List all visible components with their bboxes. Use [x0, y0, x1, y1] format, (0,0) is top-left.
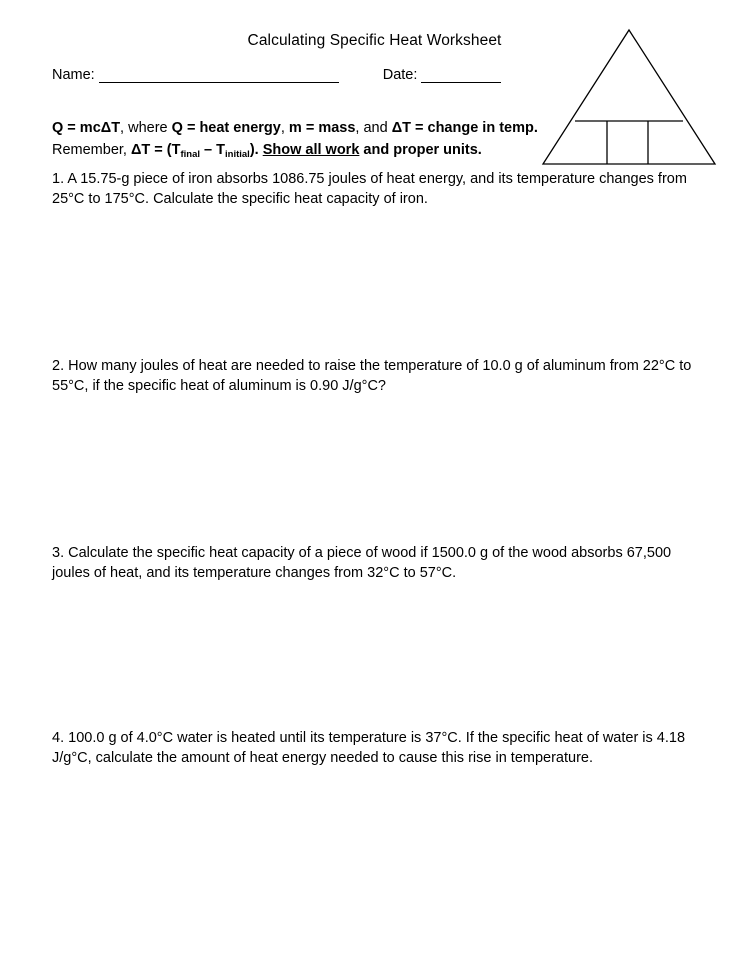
- question-1: [52, 170, 700, 209]
- triangle-svg: [540, 26, 718, 168]
- formula-triangle-diagram: [540, 26, 718, 168]
- formula-m-def: m = mass: [288, 120, 356, 136]
- formula-where: , where: [120, 120, 172, 136]
- formula-proper-units: and proper units.: [359, 141, 482, 158]
- name-label: Name:: [52, 67, 95, 83]
- delta-symbol-2: Δ: [391, 120, 403, 136]
- question-1-text: A 15.75-g piece of iron absorbs 1086.75 joules of heat energy, and its temperature changes from 25°C to 175°C. Calculate the specific heat capacity of iron.: [52, 171, 687, 207]
- question-4-text: 100.0 g of 4.0°C water is heated until its temperature is 37°C. If the specific heat of water is 4.18 J/g°C, calculate the amount of heat energy needed to cause this rise in temperature.: [52, 730, 686, 766]
- question-2-number: 2.: [52, 358, 65, 374]
- formula-sep-2: , and: [355, 120, 392, 136]
- delta-symbol-3: Δ: [130, 141, 142, 158]
- name-input-blank[interactable]: [99, 68, 339, 83]
- formula-q-mc: Q = mc: [52, 120, 101, 136]
- question-4: [52, 729, 700, 768]
- formula-line-2: [52, 140, 542, 162]
- formula-block: [52, 118, 542, 162]
- formula-dt-open: T = (T: [141, 141, 181, 158]
- formula-minus: – T: [200, 141, 225, 158]
- date-label: Date:: [382, 67, 418, 83]
- formula-line-1: [52, 118, 542, 140]
- name-date-row: [52, 67, 552, 83]
- question-3: [52, 544, 700, 583]
- formula-sub-initial: initial: [225, 148, 250, 160]
- formula-sep-1: ,: [280, 120, 289, 136]
- question-4-number: 4.: [52, 730, 65, 746]
- date-input-blank[interactable]: [421, 68, 501, 83]
- formula-sub-final: final: [180, 148, 201, 160]
- formula-remember: Remember,: [52, 141, 131, 158]
- triangle-outline: [543, 30, 715, 164]
- question-3-text: Calculate the specific heat capacity of a piece of wood if 1500.0 g of the wood absorbs 67,500 joules of heat, and its temperature changes from 32°C to 57°C.: [52, 545, 672, 581]
- question-1-number: 1.: [52, 171, 65, 187]
- page-title: Calculating Specific Heat Worksheet: [247, 32, 502, 49]
- formula-q-def: Q = heat energy: [171, 120, 281, 136]
- formula-t: T: [111, 120, 121, 136]
- delta-symbol-1: Δ: [100, 120, 112, 136]
- question-2-text: How many joules of heat are needed to raise the temperature of 10.0 g of aluminum from 22°C to 55°C, if the specific heat of aluminum is 0.90 J/g°C?: [52, 358, 692, 394]
- formula-close: ).: [249, 141, 263, 158]
- formula-dt-def: T = change in temp.: [402, 120, 538, 136]
- question-2: [52, 357, 700, 396]
- formula-show-all-work: Show all work: [262, 141, 360, 158]
- question-3-number: 3.: [52, 545, 65, 561]
